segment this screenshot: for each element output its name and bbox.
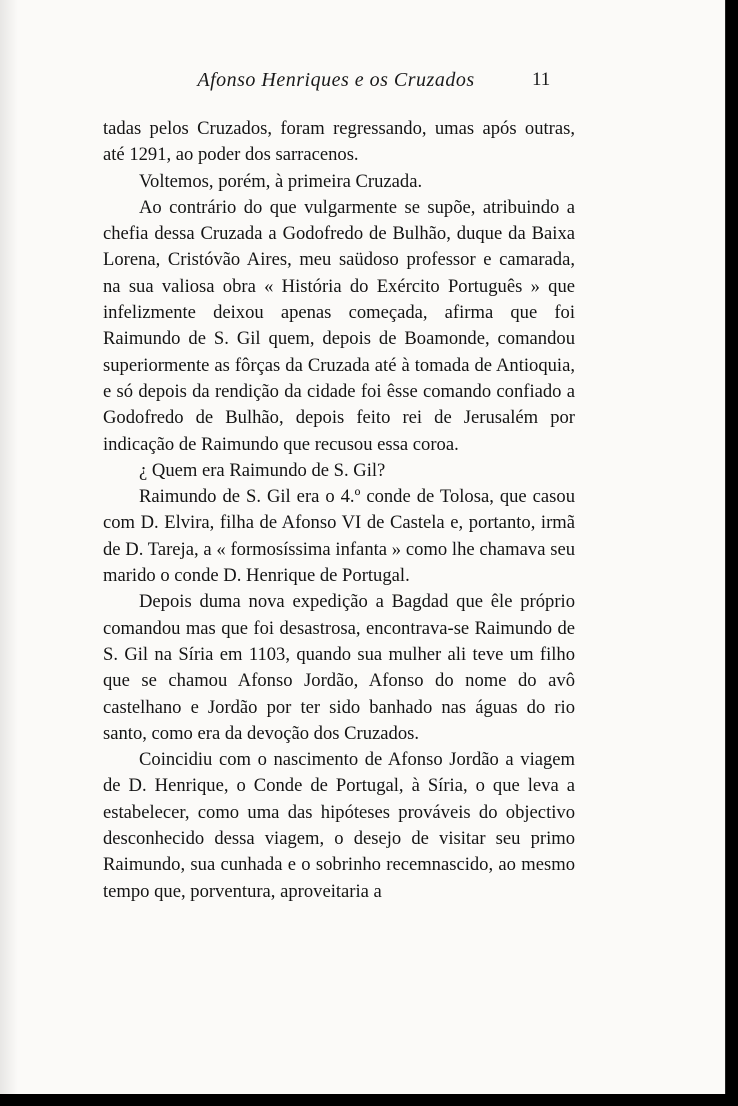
running-header [0,69,726,99]
page-number: 11 [532,69,551,90]
paragraph: Coincidiu com o nascimento de Afonso Jordão a viagem de D. Henrique, o Conde de Portugal, à Síria, o que leva a estabelecer, como uma das hipóteses prováveis do objectivo desconhecido dessa viagem, o desejo de visitar seu primo Raimundo, sua cunhada e o sobrinho recemnascido, ao mesmo tempo que, porventura, aproveitaria a [103,749,575,902]
paragraph: Voltemos, porém, à primeira Cruzada. [139,170,423,192]
paragraph: ¿ Quem era Raimundo de S. Gil? [139,459,386,481]
paragraph: Raimundo de S. Gil era o 4.º conde de Tolosa, que casou com D. Elvira, filha de Afonso VI de Castela e, portanto, irmã de D. Tareja, a « formosíssima infanta » como lhe chamava seu marido o conde D. Henrique de Portugal. [103,486,575,587]
paragraph: Depois duma nova expedição a Bagdad que êle próprio comandou mas que foi desastrosa, encontrava-se Raimundo de S. Gil na Síria em 1103, quando sua mulher ali teve um filho que se chamou Afonso Jordão, Afonso do nome do avô castelhano e Jordão por ter sido banhado nas águas do rio santo, como era da devoção dos Cruzados. [103,591,575,744]
paragraph: tadas pelos Cruzados, foram regressando, umas após outras, até 1291, ao poder dos sarracenos. [103,118,575,166]
body-text [103,116,575,905]
running-title: Afonso Henriques e os Cruzados [197,69,475,91]
paragraph: Ao contrário do que vulgarmente se supõe, atribuindo a chefia dessa Cruzada a Godofredo de Bulhão, duque da Baixa Lorena, Cristóvão Aires, meu saüdoso professor e camarada, na sua valiosa obra « História do Exército Português » que infelizmente deixou apenas começada, afirma que foi Raimundo de S. Gil quem, depois de Boamonde, comandou superiormente as fôrças da Cruzada até à tomada de Antioquia, e só depois da rendição da cidade foi êsse comando confiado a Godofredo de Bulhão, depois feito rei de Jerusalém por indicação de Raimundo que recusou essa coroa. [103,196,575,455]
page-gutter-shadow [0,0,18,1094]
